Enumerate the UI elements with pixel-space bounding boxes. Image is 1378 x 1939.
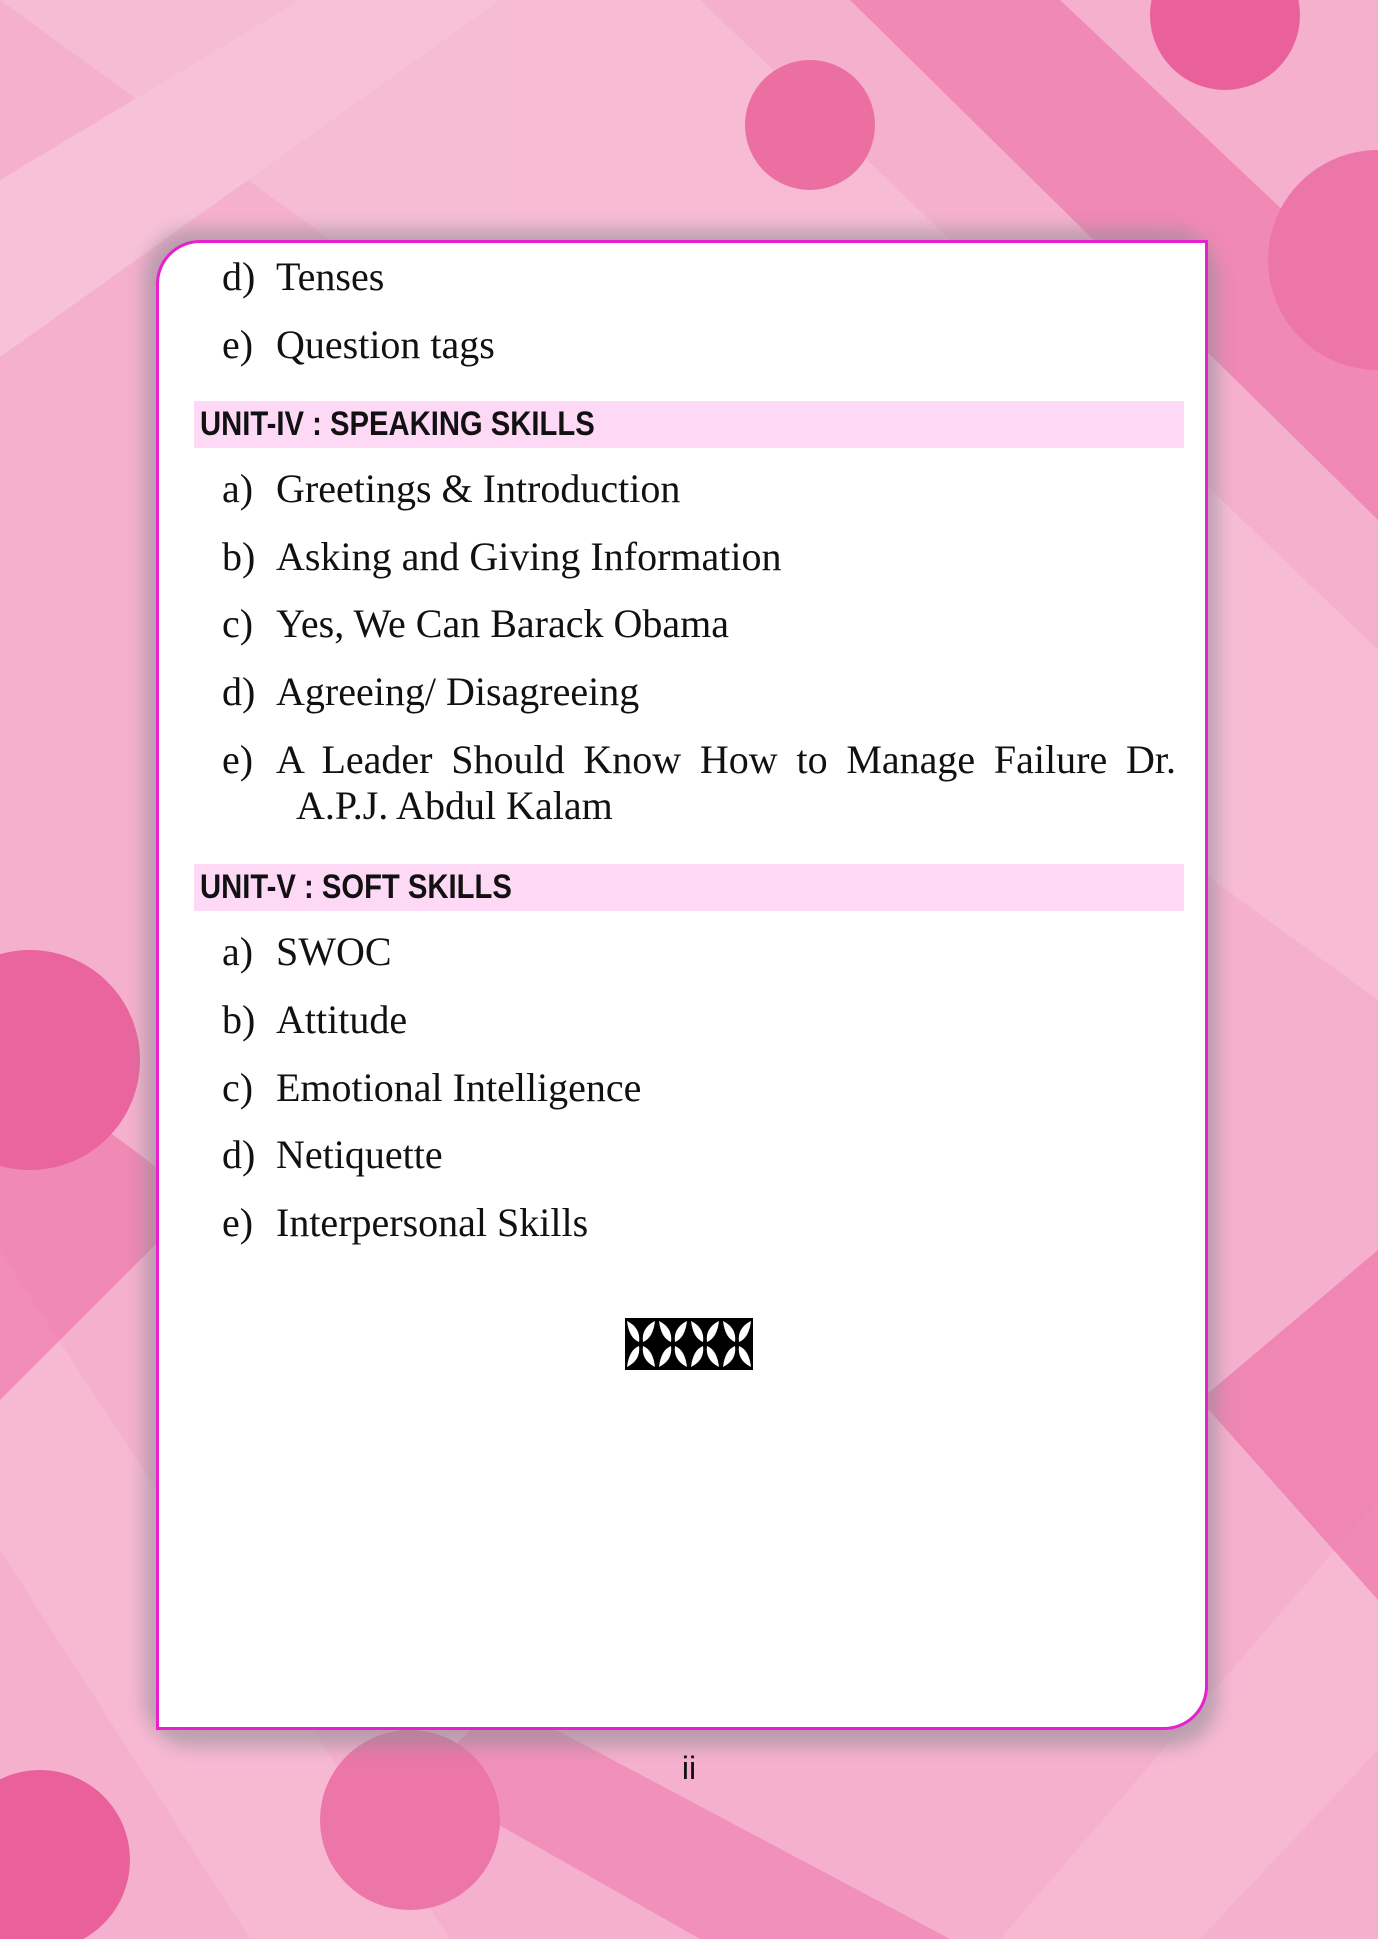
item-letter: d): [222, 669, 256, 714]
list-item: [222, 1200, 588, 1246]
unit-5-heading: [194, 864, 1184, 911]
list-item: [222, 1132, 443, 1178]
item-letter: c): [222, 601, 254, 646]
item-text: Tenses: [276, 254, 385, 299]
list-item: [222, 466, 680, 512]
item-letter: d): [222, 1132, 256, 1177]
item-text: Attitude: [276, 997, 408, 1042]
list-item: [222, 669, 639, 715]
content-panel: [156, 240, 1208, 1730]
item-text: Asking and Giving Information: [276, 534, 782, 579]
item-letter: b): [222, 534, 256, 579]
item-text: Greetings & Introduction: [276, 466, 681, 511]
item-letter: e): [222, 1200, 254, 1245]
unit-5-heading-text: UNIT-V : SOFT SKILLS: [200, 868, 512, 906]
list-item: [222, 322, 495, 368]
item-letter: d): [222, 254, 256, 299]
list-item: [222, 929, 392, 975]
list-item: [222, 997, 407, 1043]
item-text: Agreeing/ Disagreeing: [276, 669, 640, 714]
item-text: Question tags: [276, 322, 495, 367]
page-number: ii: [681, 1750, 697, 1786]
list-item: [222, 737, 1176, 829]
item-letter: b): [222, 997, 256, 1042]
item-text: Yes, We Can Barack Obama: [276, 601, 729, 646]
item-text: A Leader Should Know How to Manage Failure Dr.: [276, 737, 1176, 782]
unit-4-heading-text: UNIT-IV : SPEAKING SKILLS: [200, 405, 595, 443]
item-text-continuation: A.P.J. Abdul Kalam: [296, 783, 613, 828]
list-item: [222, 254, 384, 300]
item-text: Interpersonal Skills: [276, 1200, 589, 1245]
list-item: [222, 1065, 641, 1111]
list-item: [222, 534, 782, 580]
item-letter: e): [222, 737, 254, 782]
unit-4-heading: [194, 401, 1184, 448]
item-letter: c): [222, 1065, 254, 1110]
list-item: [222, 601, 729, 647]
item-text: SWOC: [276, 929, 392, 974]
item-text: Netiquette: [276, 1132, 443, 1177]
ornament-divider-icon: [625, 1318, 753, 1370]
item-letter: e): [222, 322, 254, 367]
item-text: Emotional Intelligence: [276, 1065, 642, 1110]
item-letter: a): [222, 929, 254, 974]
item-letter: a): [222, 466, 254, 511]
